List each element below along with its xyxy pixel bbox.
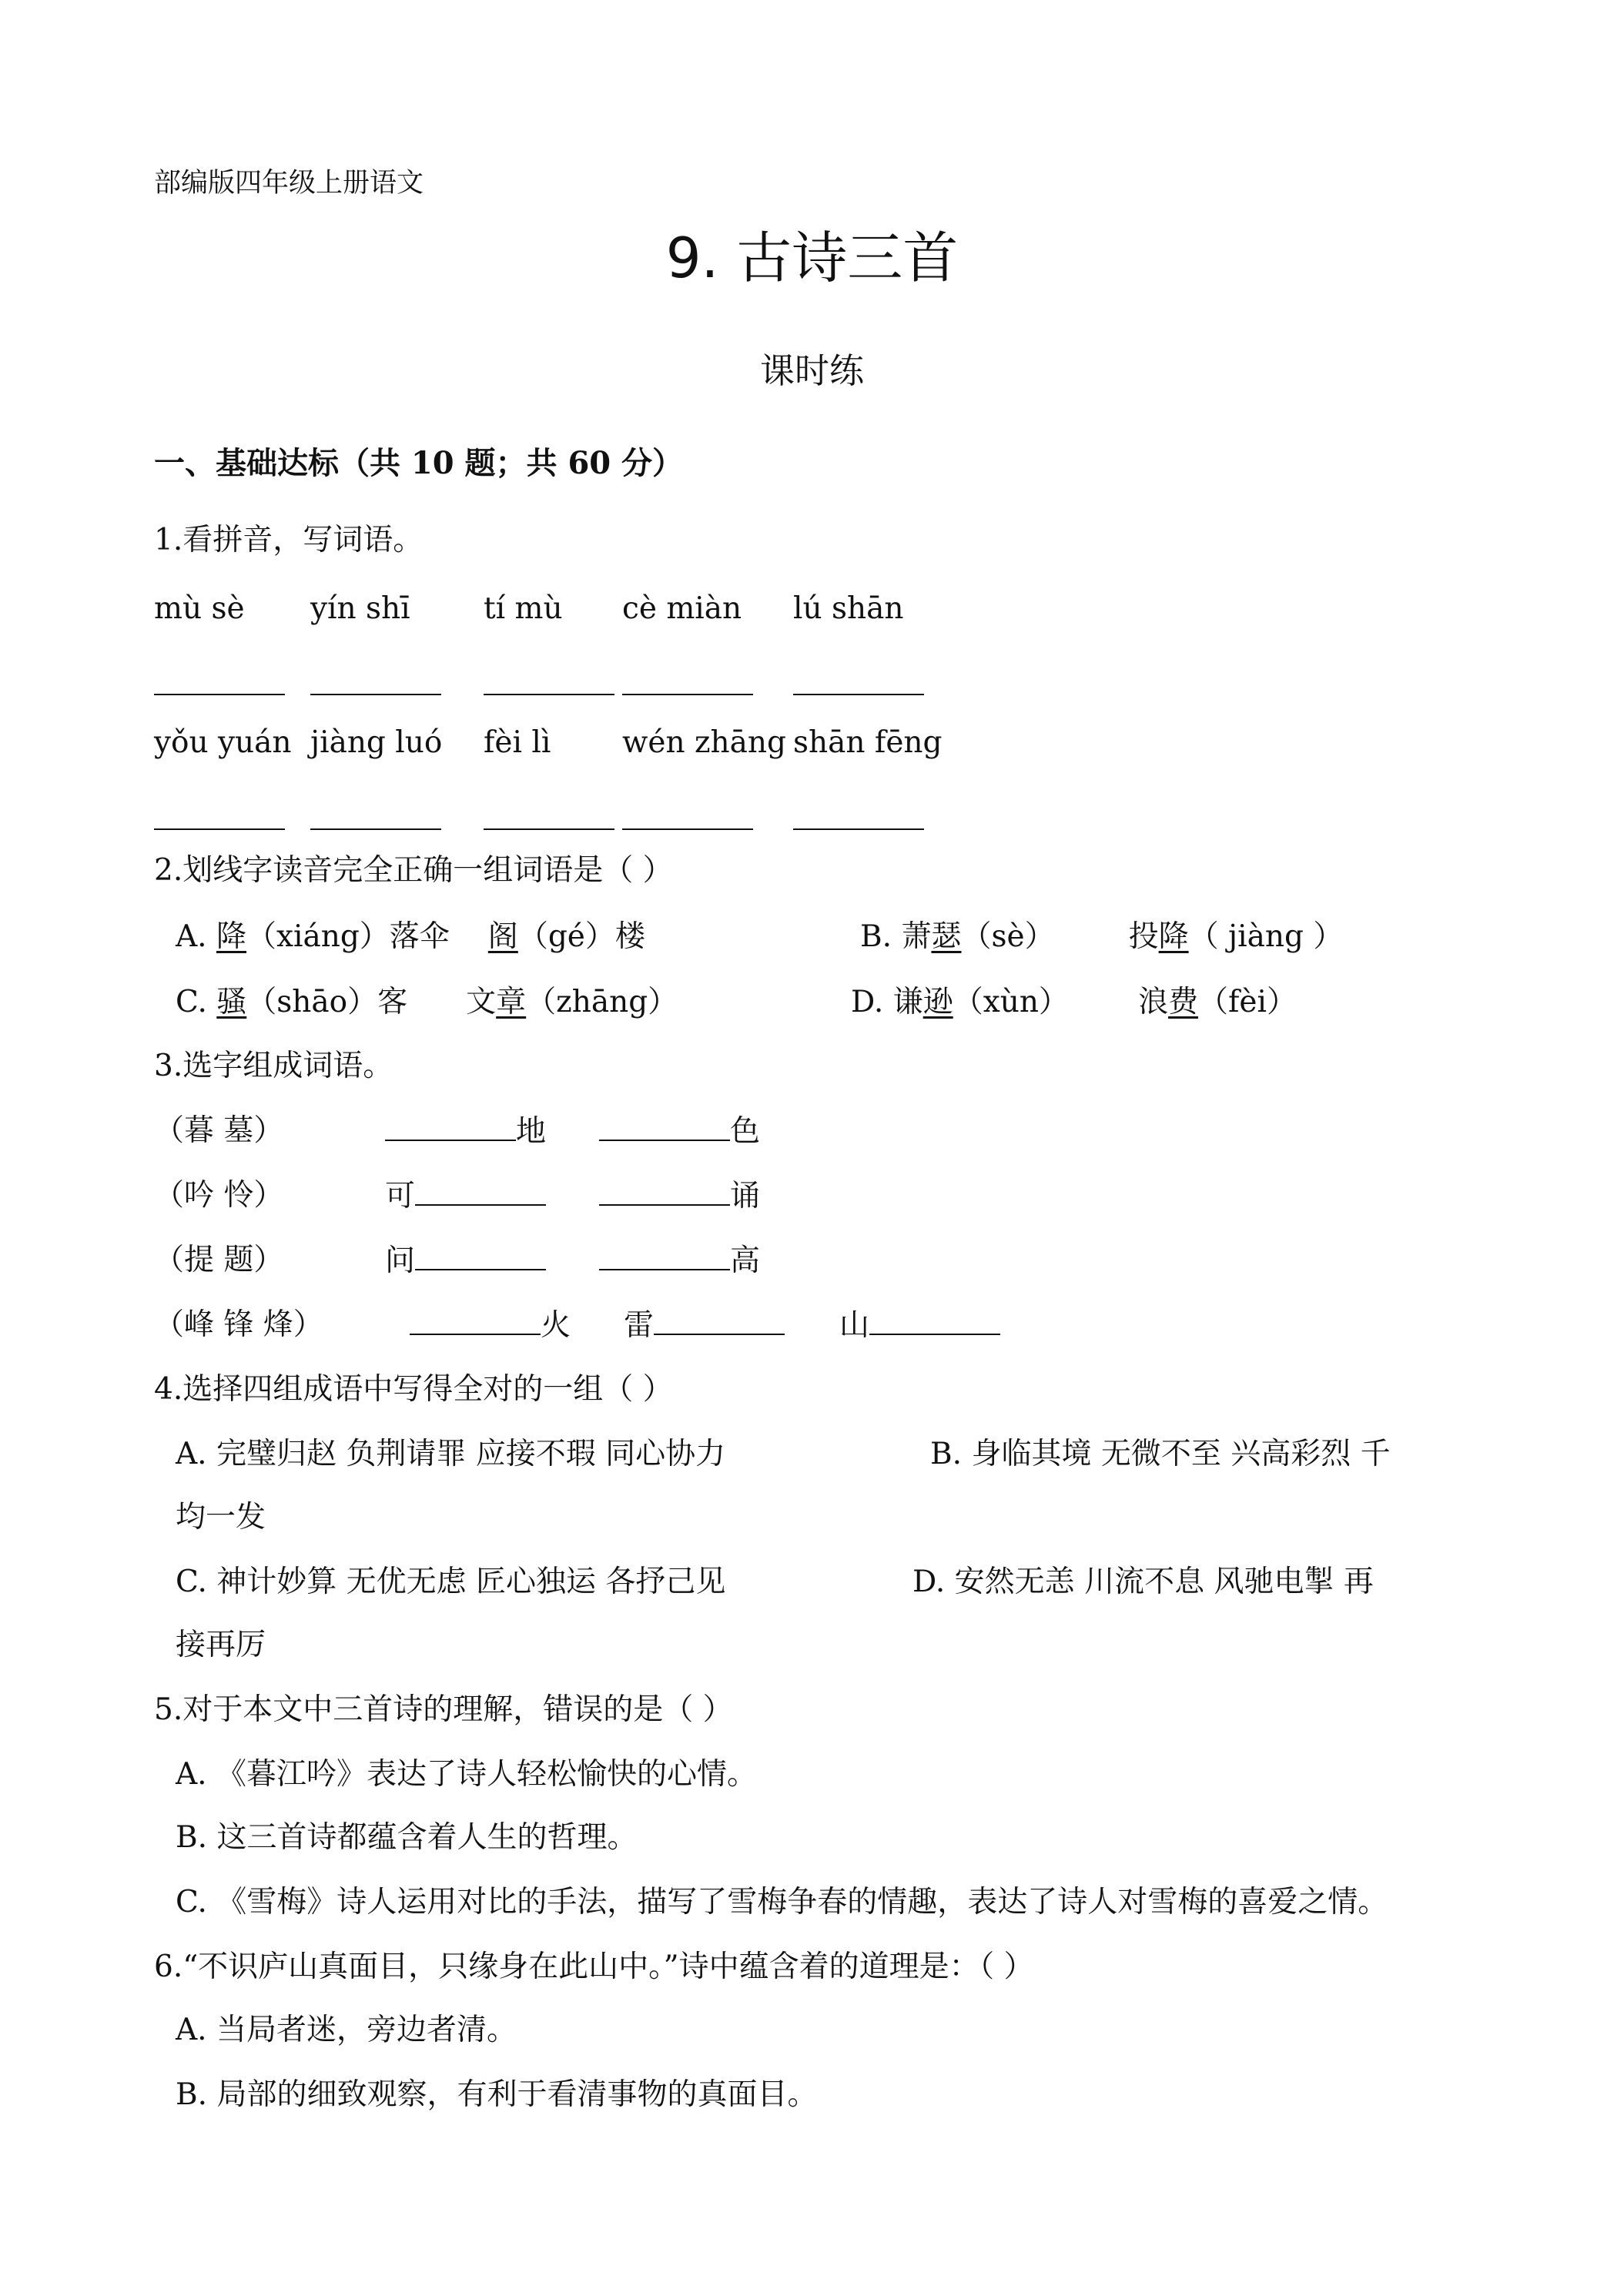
q6-stem: 6.“不识庐山真面目，只缘身在此山中。”诗中蕴含着的道理是：（ ） (154, 1950, 1034, 1984)
pinyin: shān fēng (793, 725, 943, 760)
q2-option-a[interactable] (176, 918, 645, 956)
q3-row-3 (0, 1241, 1624, 1280)
option-text: 文 (466, 985, 497, 1019)
q1-answer-row-1 (0, 666, 1624, 705)
answer-blank[interactable] (599, 1112, 730, 1141)
answer-blank[interactable] (599, 1176, 730, 1206)
option-text: 投 (1128, 919, 1159, 954)
option-text: （xiáng）落伞 (246, 919, 450, 954)
underlined-char: 瑟 (931, 919, 962, 954)
q2-option-b[interactable] (860, 918, 1343, 956)
option-label: D. 谦 (851, 985, 923, 1019)
page-title: 9. 古诗三首 (665, 226, 959, 290)
q5-option-a[interactable]: A. 《暮江吟》表达了诗人轻松愉快的心情。 (176, 1757, 757, 1792)
q6-option-b[interactable]: B. 局部的细致观察，有利于看清事物的真面目。 (176, 2077, 818, 2112)
q2-option-d[interactable] (851, 983, 1297, 1022)
word-part: 高 (730, 1243, 761, 1278)
q4-option-c[interactable]: C. 神计妙算 无优无虑 匠心独运 各抒己见 (176, 1565, 726, 1599)
answer-blank[interactable] (654, 1306, 785, 1335)
answer-blank[interactable] (622, 666, 753, 695)
pinyin: tí mù (484, 591, 563, 626)
q1-pinyin-row-2 (0, 724, 1624, 762)
q2-option-c[interactable] (176, 983, 678, 1022)
option-text: （ jiàng ） (1188, 919, 1344, 954)
underlined-char: 逊 (922, 985, 953, 1019)
underlined-char: 降 (216, 919, 246, 954)
underlined-char: 阁 (487, 919, 518, 954)
section-heading: 一、基础达标（共 10 题；共 60 分） (154, 445, 684, 481)
q3-row-2 (0, 1176, 1624, 1215)
word-part: 火 (541, 1308, 571, 1343)
q1-answer-row-2 (0, 801, 1624, 839)
answer-blank[interactable] (415, 1176, 546, 1206)
q3-row-4 (0, 1306, 1624, 1344)
option-text: （shāo）客 (246, 985, 408, 1019)
option-text: （fèi） (1197, 985, 1297, 1019)
word-part: 色 (730, 1114, 761, 1149)
pinyin: wén zhāng (622, 725, 786, 760)
pinyin: mù sè (154, 591, 245, 626)
q1-pinyin-row-1 (0, 590, 1624, 628)
q3-stem: 3.选字组成词语。 (154, 1049, 393, 1083)
pinyin: yín shī (310, 591, 410, 626)
underlined-char: 骚 (216, 985, 247, 1019)
answer-blank[interactable] (484, 801, 614, 830)
option-text: （xùn） (953, 985, 1069, 1019)
underlined-char: 费 (1167, 985, 1198, 1019)
q4-option-a[interactable]: A. 完璧归赵 负荆请罪 应接不瑕 同心协力 (176, 1437, 726, 1471)
answer-blank[interactable] (599, 1241, 730, 1270)
option-text: 浪 (1137, 985, 1168, 1019)
char-group: （暮 墓） (154, 1113, 284, 1148)
word-part: 问 (385, 1243, 416, 1278)
answer-blank[interactable] (484, 666, 614, 695)
pinyin: cè miàn (622, 591, 742, 626)
word-part: 雷 (624, 1308, 655, 1343)
option-text: （sè） (961, 919, 1055, 954)
q4-option-b-cont: 均一发 (176, 1500, 266, 1535)
q2-stem: 2.划线字读音完全正确一组词语是（ ） (154, 853, 673, 888)
doc-header: 部编版四年级上册语文 (154, 168, 424, 199)
answer-blank[interactable] (385, 1112, 516, 1141)
char-group: （吟 怜） (154, 1178, 284, 1213)
q4-option-d[interactable]: D. 安然无恙 川流不息 风驰电掣 再 (912, 1565, 1374, 1599)
answer-blank[interactable] (793, 666, 924, 695)
answer-blank[interactable] (310, 666, 441, 695)
q5-option-c[interactable]: C. 《雪梅》诗人运用对比的手法，描写了雪梅争春的情趣，表达了诗人对雪梅的喜爱之情。 (176, 1885, 1388, 1919)
q4-option-b[interactable]: B. 身临其境 无微不至 兴高彩烈 千 (930, 1437, 1391, 1471)
q6-option-a[interactable]: A. 当局者迷，旁边者清。 (176, 2013, 517, 2047)
answer-blank[interactable] (622, 801, 753, 830)
pinyin: yǒu yuán (154, 725, 292, 760)
answer-blank[interactable] (310, 801, 441, 830)
option-text: （zhāng） (526, 985, 678, 1019)
q4-option-d-cont: 接再厉 (176, 1628, 266, 1662)
option-label: B. 萧 (860, 919, 932, 954)
word-part: 地 (516, 1114, 547, 1149)
option-label: A. (176, 919, 216, 954)
char-group: （峰 锋 烽） (154, 1307, 323, 1342)
underlined-char: 降 (1158, 919, 1189, 954)
q5-option-b[interactable]: B. 这三首诗都蕴含着人生的哲理。 (176, 1820, 638, 1855)
underlined-char: 章 (496, 985, 527, 1019)
word-part: 可 (385, 1179, 416, 1213)
answer-blank[interactable] (793, 801, 924, 830)
q5-stem: 5.对于本文中三首诗的理解，错误的是（ ） (154, 1692, 733, 1727)
option-label: C. (176, 985, 217, 1019)
word-part: 诵 (730, 1179, 761, 1213)
answer-blank[interactable] (415, 1241, 546, 1270)
q4-stem: 4.选择四组成语中写得全对的一组（ ） (154, 1372, 673, 1407)
char-group: （提 题） (154, 1243, 284, 1277)
pinyin: fèi lì (484, 725, 551, 760)
q3-row-1 (0, 1112, 1624, 1150)
answer-blank[interactable] (869, 1306, 1000, 1335)
option-text: （gé）楼 (517, 919, 645, 954)
page-subtitle: 课时练 (759, 350, 864, 391)
word-part: 山 (839, 1308, 870, 1343)
answer-blank[interactable] (154, 801, 285, 830)
answer-blank[interactable] (154, 666, 285, 695)
q1-stem: 1.看拼音，写词语。 (154, 523, 424, 557)
pinyin: jiàng luó (310, 725, 443, 760)
pinyin: lú shān (793, 591, 904, 626)
answer-blank[interactable] (410, 1306, 541, 1335)
